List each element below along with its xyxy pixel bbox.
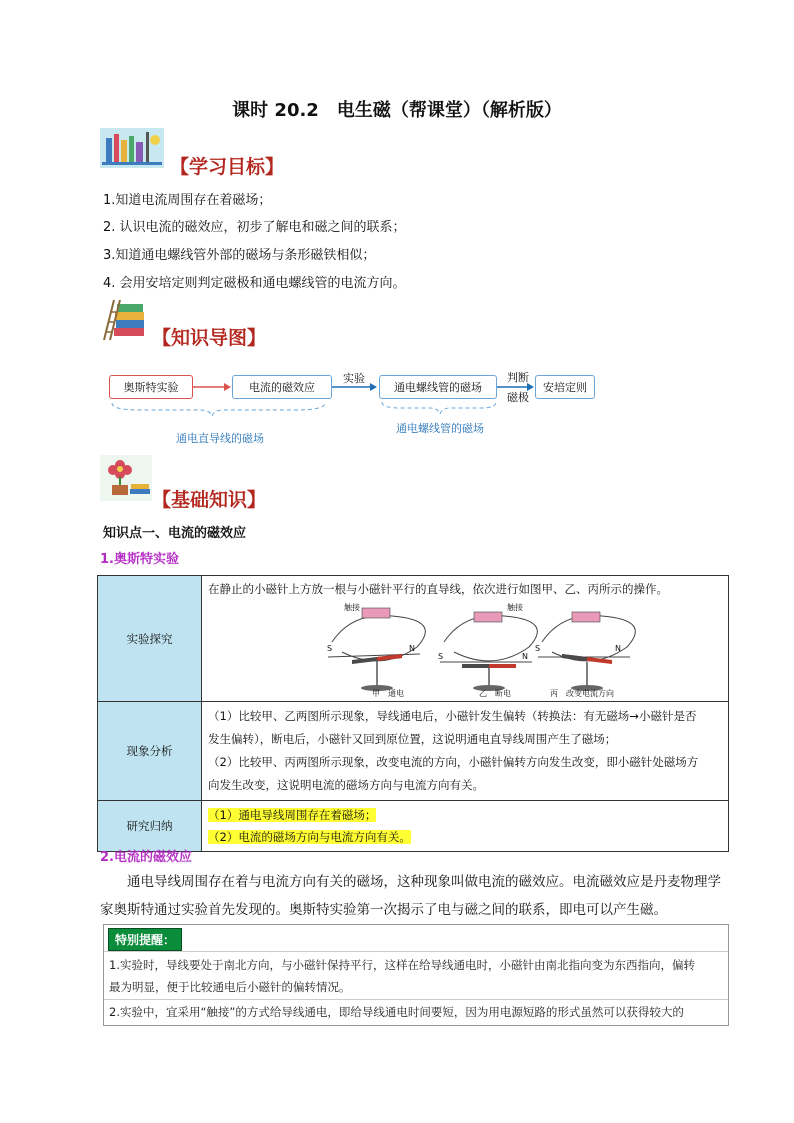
pole-label: S (327, 644, 333, 653)
goal-item: 4. 会用安培定则判定磁极和通电螺线管的电流方向。 (103, 276, 406, 291)
tip-line: 1.实验时，导线要处于南北方向，与小磁针保持平行，这样在给导线通电时，小磁针由南北指向变为东西指向，偏转 (109, 958, 695, 972)
oersted-figure (202, 602, 728, 700)
arrow-label: 判断 (507, 371, 529, 384)
pole-label: N (409, 644, 415, 653)
figure-touch-label: 触接 (344, 603, 360, 612)
paragraph-line: 家奥斯特通过实验首先发现的。奥斯特实验第一次揭示了电与磁之间的联系，即电可以产生磁。 (100, 902, 667, 918)
pole-label: S (535, 644, 541, 653)
pole-label: N (615, 644, 621, 653)
mindmap-icon (100, 298, 152, 342)
table-cell (202, 702, 729, 801)
table-cell (202, 801, 729, 852)
body-paragraph (100, 868, 728, 924)
table-cell-line: （2）比较甲、丙两图所示现象，改变电流的方向，小磁针偏转方向发生改变，即小磁针处磁场方 (208, 755, 699, 769)
table-row-header: 研究归纳 (98, 801, 202, 852)
figure-caption: 甲 通电 (372, 689, 404, 698)
mindmap-node: 奥斯特实验 (109, 375, 193, 399)
goal-item: 1.知道电流周围存在着磁场； (103, 193, 272, 208)
mindmap-node: 通电螺线管的磁场 (379, 375, 497, 399)
paragraph-line: 通电导线周围存在着与电流方向有关的磁场，这种现象叫做电流的磁效应。电流磁效应是丹麦物理学 (127, 874, 721, 890)
figure-touch-label: 触接 (507, 603, 523, 612)
table-row (98, 702, 729, 801)
experiment-table (97, 575, 729, 852)
tip-text (109, 1001, 725, 1023)
knowledge-point-title: 知识点一、电流的磁效应 (103, 526, 247, 541)
table-row (98, 576, 729, 702)
subsection-title: 2.电流的磁效应 (100, 850, 192, 865)
table-cell-line: 向发生改变，这说明电流的磁场方向与电流方向有关。 (208, 778, 484, 792)
table-row-header: 现象分析 (98, 702, 202, 801)
section-title-goals: 【学习目标】 (170, 156, 285, 178)
table-row (98, 801, 729, 852)
brace-label: 通电直导线的磁场 (176, 432, 264, 445)
page-title: 课时 20.2 电生磁（帮课堂）（解析版） (232, 100, 562, 121)
tip-heading: 特别提醒： (108, 928, 182, 951)
mindmap-node: 电流的磁效应 (232, 375, 332, 399)
figure-caption: 丙 改变电流方向 (550, 689, 614, 698)
pole-label: S (438, 652, 444, 661)
table-cell-line: （1）比较甲、乙两图所示现象，导线通电后，小磁针发生偏转（转换法：有无磁场→小磁针是否 (208, 709, 697, 723)
table-cell (202, 576, 729, 702)
basics-icon (100, 455, 152, 501)
goals-icon (100, 128, 164, 168)
arrow-label: 实验 (343, 372, 365, 385)
brace-label: 通电螺线管的磁场 (396, 422, 484, 435)
figure-caption: 乙 断电 (479, 689, 511, 698)
highlighted-conclusion: （2）电流的磁场方向与电流方向有关。 (208, 830, 411, 844)
subsection-title: 1.奥斯特实验 (100, 552, 179, 567)
table-cell-line: 发生偏转），断电后，小磁针又回到原位置，这说明通电直导线周围产生了磁场； (208, 732, 617, 746)
goal-item: 3.知道通电螺线管外部的磁场与条形磁铁相似； (103, 248, 376, 263)
table-cell-text: 在静止的小磁针上方放一根与小磁针平行的直导线，依次进行如图甲、乙、丙所示的操作。 (208, 582, 668, 596)
section-title-basics: 【基础知识】 (152, 489, 267, 511)
goal-item: 2. 认识电流的磁效应，初步了解电和磁之间的联系； (103, 220, 406, 235)
divider (104, 999, 728, 1000)
tip-line: 2.实验中，宜采用“触接”的方式给导线通电，即给导线通电时间要短，因为用电源短路的形式虽然可以获得较大的 (109, 1005, 684, 1019)
table-row-header: 实验探究 (98, 576, 202, 702)
divider (104, 951, 728, 952)
special-tip-box (103, 924, 729, 1026)
arrow-label: 磁极 (507, 391, 529, 404)
mindmap-node: 安培定则 (535, 375, 595, 399)
section-title-mindmap: 【知识导图】 (152, 327, 267, 349)
tip-line: 最为明显，便于比较通电后小磁针的偏转情况。 (109, 980, 351, 994)
pole-label: N (522, 652, 528, 661)
tip-text (109, 954, 725, 998)
highlighted-conclusion: （1）通电导线周围存在着磁场； (208, 808, 377, 822)
